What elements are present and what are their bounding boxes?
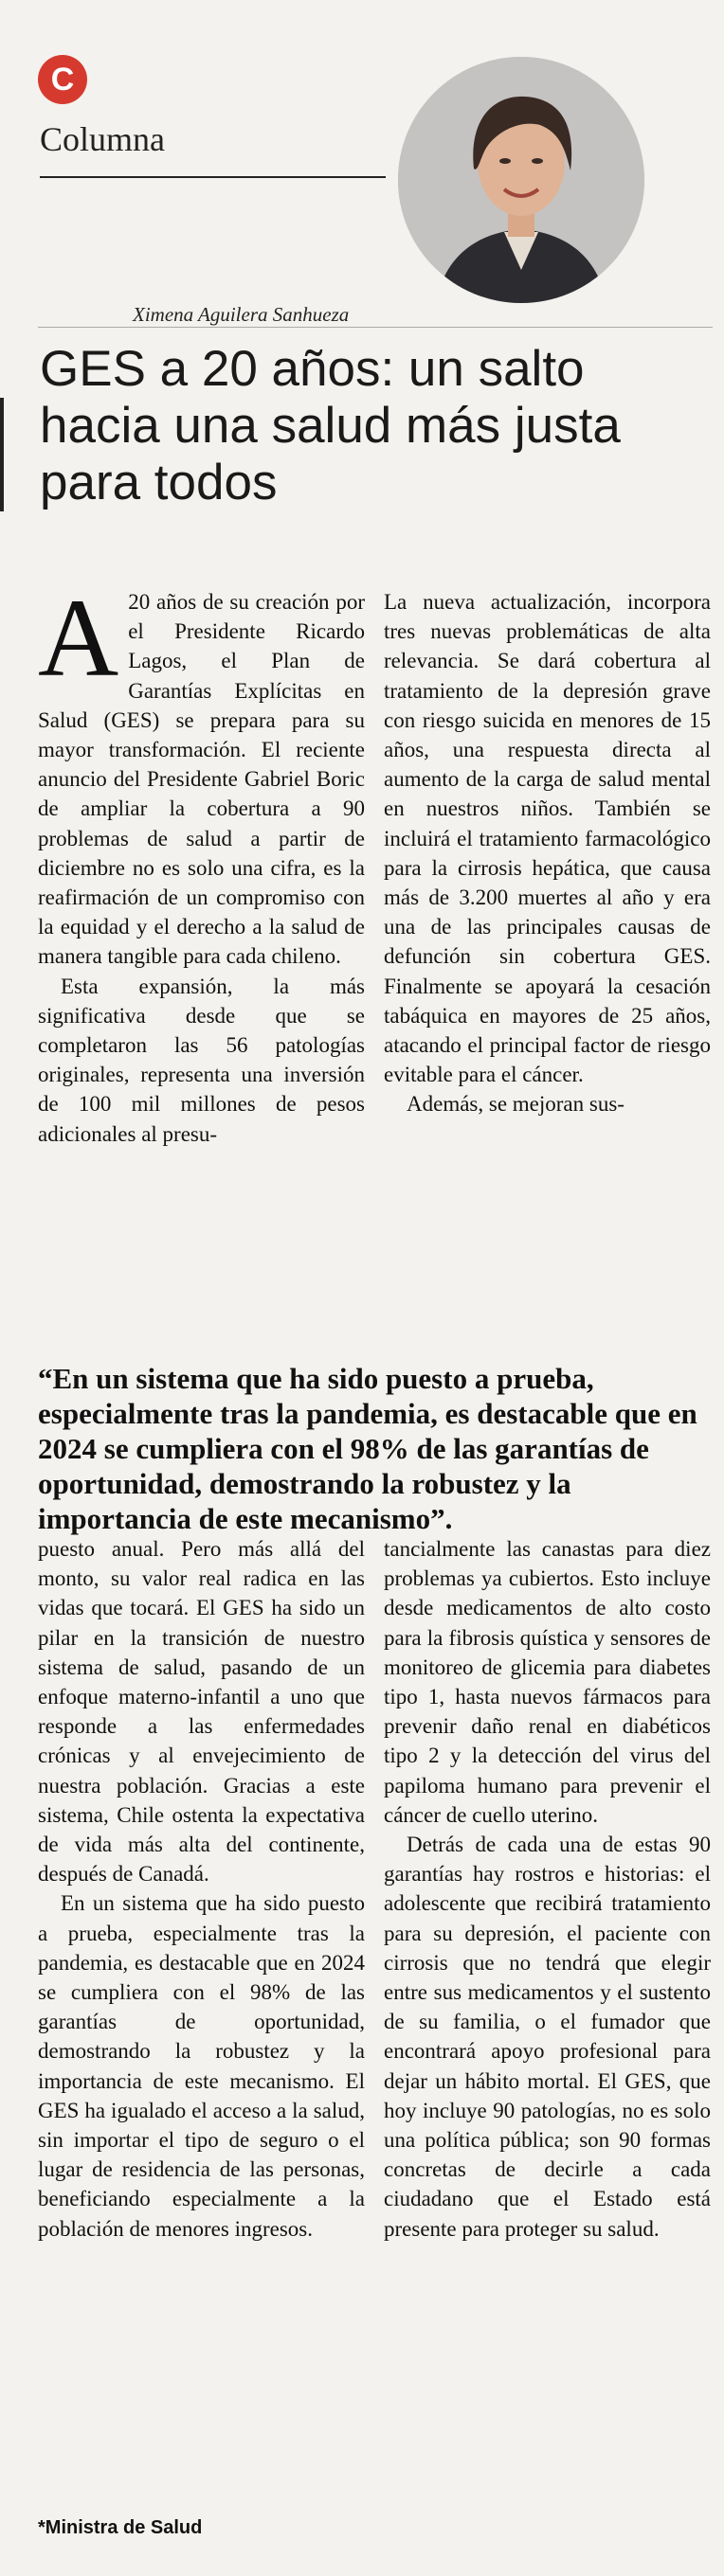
author-name: Ximena Aguilera Sanhueza bbox=[133, 303, 350, 326]
section-badge: C bbox=[38, 55, 87, 104]
headline: GES a 20 años: un salto hacia una salud más justa para todos bbox=[40, 341, 621, 510]
author-rule bbox=[38, 327, 713, 328]
drop-cap: A bbox=[38, 576, 119, 700]
author-portrait bbox=[398, 57, 644, 303]
body-paragraph-2: Esta expansión, la más significativa desde que se completaron las 56 patologías originales, representa una inversión de 100 mil millones de pesos adicionales al presu- bbox=[38, 974, 365, 1146]
adjacent-page-edge bbox=[0, 0, 17, 2576]
section-label: Columna bbox=[40, 120, 165, 158]
body-paragraph-5: puesto anual. Pero más allá del monto, su valor real radica en las vidas que tocará. El GES ha sido un pilar en la transición de nuestro sistema de salud, pasando de un enfoque materno-infantil a uno que responde a las enfermedades crónicas y al envejecimiento de nuestra población. Gracias a este sistema, Chile ostenta la expectativa de vida más alta del continente, después de Canadá. bbox=[38, 1537, 365, 1887]
body-paragraph-1-text: 20 años de su creación por el Presidente Ricardo Lagos, el Plan de Garantías Explícitas en Salud (GES) se prepara para su mayor transformación. El reciente anuncio del Presidente Gabriel Boric de ampliar la cobertura a 90 problemas de salud a partir de diciembre no es solo una cifra, es la reafirmación de un compromiso con la equidad y el derecho a la salud de manera tangible para cada chileno. bbox=[38, 590, 365, 969]
page-edge-bar bbox=[0, 398, 4, 511]
body-column-3 bbox=[38, 1534, 365, 2244]
body-paragraph-8: Detrás de cada una de estas 90 garantías hay rostros e historias: el adolescente que recibirá tratamiento para su depresión, el paciente con cirrosis que no tendrá que elegir entre sus medicamentos y el sustento de su familia, o el fumador que encontrará apoyo profesional para dejar un hábito mortal. El GES, que hoy incluye 90 patologías, no es solo una política pública; son 90 formas concretas de decirle a cada ciudadano que el Estado está presente para proteger su salud. bbox=[384, 1833, 711, 2241]
pull-quote: “En un sistema que ha sido puesto a prueba, especialmente tras la pandemia, es destacable que en 2024 se cumpliera con el 98% de las garantías de oportunidad, demostrando la robustez y la importancia de este mecanismo”. bbox=[38, 1362, 697, 1535]
body-paragraph-3: La nueva actualización, incorpora tres nuevas problemáticas de alta relevancia. Se dará cobertura al tratamiento de la depresión grave con riesgo suicida en menores de 15 años, una respuesta directa al aumento de la carga de salud mental en nuestros niños. También se incluirá el tratamiento farmacológico para la cirrosis hepática, que causa más de 3.200 muertes al año y era una de las principales causas de defunción sin cobertura GES. Finalmente se apoyará la cesación tabáquica en mayores de 25 años, atacando el principal factor de riesgo evitable para el cáncer. bbox=[384, 590, 711, 1087]
author-credit: *Ministra de Salud bbox=[38, 2517, 203, 2538]
body-paragraph-1 bbox=[38, 576, 365, 972]
body-column-4 bbox=[384, 1534, 711, 2244]
body-paragraph-6: En un sistema que ha sido puesto a prueba, especialmente tras la pandemia, es destacable que en 2024 se cumpliera con el 98% de las garantías de oportunidad, demostrando la robustez y la importancia de este mecanismo. El GES ha igualado el acceso a la salud, sin importar el tipo de seguro o el lugar de residencia de las personas, beneficiando especialmente a la población de menores ingresos. bbox=[38, 1891, 365, 2241]
author-photo-illustration bbox=[398, 57, 644, 303]
column-page bbox=[28, 0, 713, 2576]
body-paragraph-7: tancialmente las canastas para diez problemas ya cubiertos. Esto incluye desde medicamentos de alto costo para la fibrosis quística y sensores de monitoreo de glicemia para diabetes tipo 1, hasta nuevos fármacos para prevenir daño renal en diabéticos tipo 2 y la detección del virus del papiloma humano para prevenir el cáncer de cuello uterino. bbox=[384, 1537, 711, 1827]
body-paragraph-4: Además, se mejoran sus- bbox=[407, 1092, 624, 1117]
body-column-1 bbox=[38, 576, 365, 1149]
section-rule bbox=[40, 176, 386, 178]
body-column-2 bbox=[384, 587, 711, 1119]
